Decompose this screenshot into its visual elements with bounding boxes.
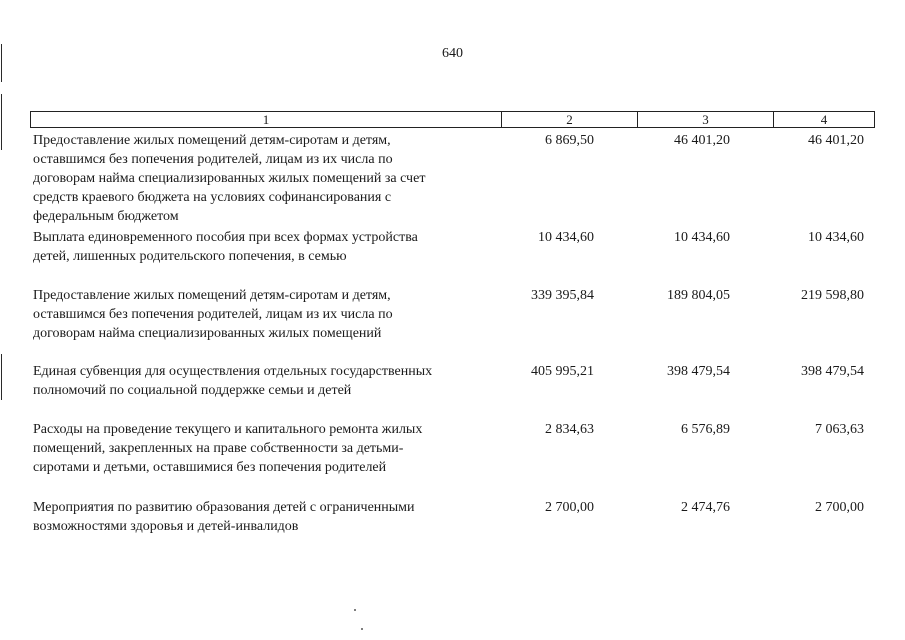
row-description: Предоставление жилых помещений детям-сиротам и детям, оставшимся без попечения родителей, лицам из их числа по договорам найма специализированных жилых помещений за счет средств краевого бюджета на условиях софинансирования с федеральным бюджетом (33, 133, 426, 224)
left-margin-rule (1, 94, 2, 150)
row-description: Выплата единовременного пособия при всех формах устройства детей, лишенных родительского попечения, в семью (33, 230, 418, 264)
row-value-col3: 46 401,20 (674, 133, 730, 148)
row-description: Предоставление жилых помещений детям-сиротам и детям, оставшимся без попечения родителей, лицам из их числа по договорам найма специализированных жилых помещений (33, 288, 393, 341)
row-value-col4: 219 598,80 (801, 288, 864, 303)
column-header-2: 2 (501, 112, 637, 127)
row-value-col3: 6 576,89 (681, 422, 730, 437)
row-value-col4: 2 700,00 (815, 500, 864, 515)
row-description: Мероприятия по развитию образования детей с ограниченными возможностями здоровья и детей-инвалидов (33, 500, 415, 534)
page-number: 640 (442, 46, 463, 61)
row-value-col4: 7 063,63 (815, 422, 864, 437)
column-header-4: 4 (773, 112, 874, 127)
row-value-col2: 2 834,63 (545, 422, 594, 437)
row-value-col3: 2 474,76 (681, 500, 730, 515)
column-header-1: 1 (262, 112, 270, 127)
left-margin-rule (1, 354, 2, 400)
scan-speck (361, 628, 363, 630)
row-value-col4: 398 479,54 (801, 364, 864, 379)
row-value-col3: 10 434,60 (674, 230, 730, 245)
table-header-row (30, 111, 875, 128)
row-description: Единая субвенция для осуществления отдельных государственных полномочий по социальной поддержке семьи и детей (33, 364, 433, 398)
row-value-col4: 10 434,60 (808, 230, 864, 245)
row-value-col2: 10 434,60 (538, 230, 594, 245)
row-value-col2: 6 869,50 (545, 133, 594, 148)
row-value-col2: 2 700,00 (545, 500, 594, 515)
row-value-col4: 46 401,20 (808, 133, 864, 148)
row-value-col2: 405 995,21 (531, 364, 594, 379)
column-header-3: 3 (637, 112, 773, 127)
scan-speck (354, 609, 356, 611)
row-value-col3: 398 479,54 (667, 364, 730, 379)
row-value-col3: 189 804,05 (667, 288, 730, 303)
row-value-col2: 339 395,84 (531, 288, 594, 303)
row-description: Расходы на проведение текущего и капитального ремонта жилых помещений, закрепленных на праве собственности за детьми- сиротами и детьми, оставшимися без попечения родителей (33, 422, 423, 475)
